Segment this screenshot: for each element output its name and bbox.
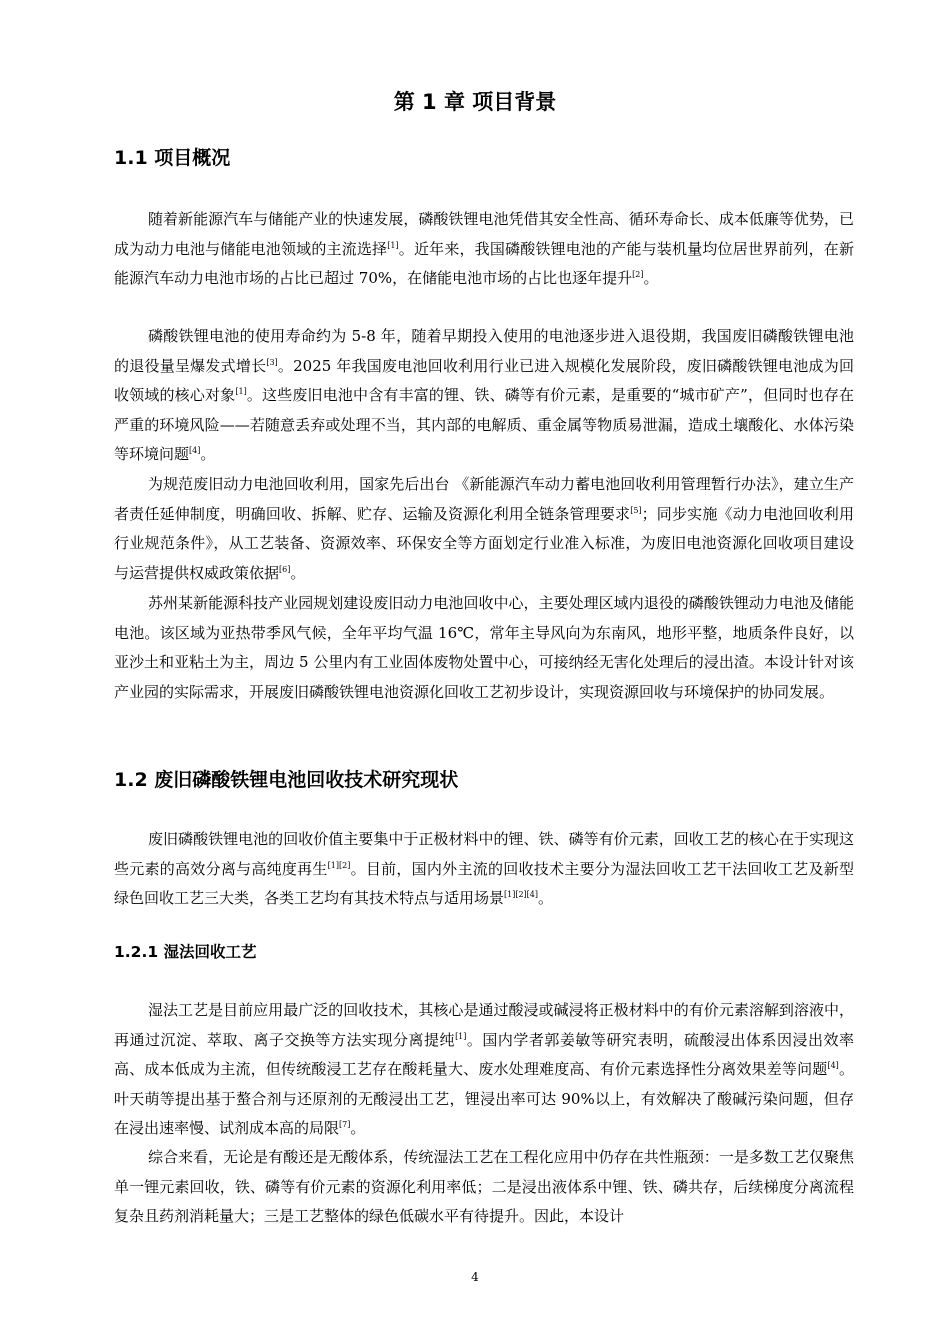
paragraph-1-1-1 bbox=[114, 205, 854, 294]
paragraph-1-2-1-1 bbox=[114, 996, 854, 1144]
paragraph-1-1-3 bbox=[114, 470, 854, 588]
citation: [5] bbox=[630, 505, 642, 515]
citation: [4] bbox=[189, 446, 201, 455]
citation: [4] bbox=[827, 1061, 839, 1070]
paragraph-1-1-4 bbox=[114, 589, 854, 707]
citation: [6] bbox=[279, 564, 291, 574]
page-number: 4 bbox=[471, 1270, 479, 1284]
paragraph-text: 苏州某新能源科技产业园规划建设废旧动力电池回收中心，主要处理区域内退役的磷酸铁锂动力电池及储能电池。该区域为亚热带季风气候，全年平均气温 16℃，常年主导风向为东南风，地形平整，地质条件良好，以亚沙土和亚粘土为主，周边 5 公里内有工业固体废物处置中心，可接纳经无害化处理后的浸出渣。本设计针对该产业园的实际需求，开展废旧磷酸铁锂电池资源化回收工艺初步设计，实现资源回收与环境保护的协同发展。 bbox=[114, 594, 854, 701]
citation: [1][2][4] bbox=[504, 890, 539, 899]
citation: [1] bbox=[455, 1031, 467, 1041]
subsection-heading-1-2-1: 1.2.1 湿法回收工艺 bbox=[114, 943, 257, 961]
paragraph-1-2-1 bbox=[114, 825, 854, 914]
paragraph-text: 。 bbox=[200, 445, 216, 463]
section-heading-1-2: 1.2 废旧磷酸铁锂电池回收技术研究现状 bbox=[114, 769, 459, 791]
citation: [3] bbox=[266, 357, 278, 367]
section-heading-1-1: 1.1 项目概况 bbox=[114, 147, 231, 169]
paragraph-text: 。叶天萌等提出基于螯合剂与还原剂的无酸浸出工艺，锂浸出率可达 90%以上，有效解决了酸碱污染问题，但存在浸出速率慢、试剂成本高的局限 bbox=[114, 1060, 854, 1137]
paragraph-text: 。 bbox=[643, 269, 659, 287]
paragraph-text: 废旧磷酸铁锂电池的回收价值主要集中于正极材料中的锂、铁、磷等有价元素，回收工艺的核心在于实现这些元素的高效分离与高纯度再生 bbox=[114, 830, 854, 878]
paragraph-text: 。近年来，我国磷酸铁锂电池的产能与装机量均位居世界前列，在新能源汽车动力电池市场的占比已超过 70%，在储能电池市场的占比也逐年提升 bbox=[114, 239, 854, 287]
paragraph-text: 磷酸铁锂电池的使用寿命约为 5-8 年，随着早期投入使用的电池逐步进入退役期，我国废旧磷酸铁锂电池的退役量呈爆发式增长 bbox=[114, 327, 854, 375]
citation: [1] bbox=[387, 240, 399, 250]
chapter-title: 第 1 章 项目背景 bbox=[393, 90, 557, 114]
paragraph-text: 。2025 年我国废电池回收利用行业已进入规模化发展阶段，废旧磷酸铁锂电池成为回收领域的核心对象 bbox=[114, 356, 854, 404]
paragraph-1-1-2 bbox=[114, 322, 854, 470]
paragraph-text: 。 bbox=[290, 563, 306, 582]
paragraph-text: 湿法工艺是目前应用最广泛的回收技术，其核心是通过酸浸或碱浸将正极材料中的有价元素溶解到溶液中，再通过沉淀、萃取、离子交换等方法实现分离提纯 bbox=[114, 1001, 854, 1049]
citation: [1] bbox=[235, 387, 247, 396]
paragraph-text: ；同步实施《动力电池回收利用行业规范条件》，从工艺装备、资源效率、环保安全等方面划定行业准入标准，为废旧电池资源化回收项目建设与运营提供权威政策依据 bbox=[114, 504, 854, 582]
paragraph-text: 综合来看，无论是有酸还是无酸体系，传统湿法工艺在工程化应用中仍存在共性瓶颈：一是多数工艺仅聚焦单一锂元素回收，铁、磷等有价元素的资源化利用率低；二是浸出液体系中锂、铁、磷共存，后续梯度分离流程复杂且药剂消耗量大；三是工艺整体的绿色低碳水平有待提升。因此，本设计 bbox=[114, 1148, 854, 1225]
paragraph-text: 。目前，国内外主流的回收技术主要分为湿法回收工艺干法回收工艺及新型绿色回收工艺三大类，各类工艺均有其技术特点与适用场景 bbox=[114, 859, 854, 907]
paragraph-text: 随着新能源汽车与储能产业的快速发展，磷酸铁锂电池凭借其安全性高、循环寿命长、成本低廉等优势，已成为动力电池与储能电池领域的主流选择 bbox=[114, 210, 854, 258]
paragraph-1-2-1-2 bbox=[114, 1143, 854, 1232]
paragraph-text: 。这些废旧电池中含有丰富的锂、铁、磷等有价元素，是重要的“城市矿产”，但同时也存在严重的环境风险——若随意丢弃或处理不当，其内部的电解质、重金属等物质易泄漏，造成土壤酸化、水体污染等环境问题 bbox=[114, 386, 854, 463]
citation: [1][2] bbox=[327, 860, 351, 870]
paragraph-text: 。国内学者郭姜敏等研究表明，硫酸浸出体系因浸出效率高、成本低成为主流，但传统酸浸工艺存在酸耗量大、废水处理难度高、有价元素选择性分离效果差等问题 bbox=[114, 1030, 854, 1078]
paragraph-text: 为规范废旧动力电池回收利用，国家先后出台 《新能源汽车动力蓄电池回收利用管理暂行办法》，建立生产者责任延伸制度，明确回收、拆解、贮存、运输及资源化利用全链条管理要求 bbox=[114, 475, 854, 523]
paragraph-text: 。 bbox=[350, 1119, 366, 1137]
citation: [7] bbox=[339, 1120, 351, 1129]
paragraph-text: 。 bbox=[538, 889, 554, 907]
citation: [2] bbox=[632, 270, 644, 279]
